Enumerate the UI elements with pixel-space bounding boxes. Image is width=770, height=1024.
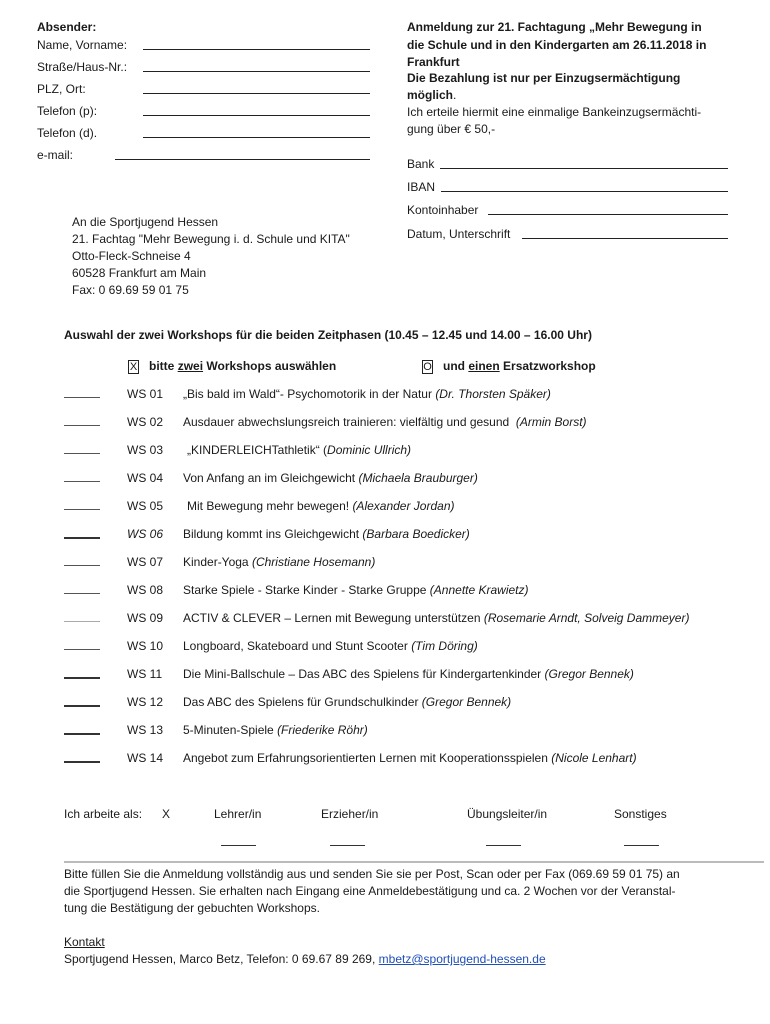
workshop-code: WS 12 — [127, 695, 164, 709]
address-line-2: 21. Fachtag "Mehr Bewegung i. d. Schule und KITA" — [72, 232, 350, 246]
workshop-speaker: (Gregor Bennek) — [421, 695, 512, 709]
bank-label: Bank — [407, 157, 435, 171]
address-line-4: 60528 Frankfurt am Main — [72, 266, 207, 280]
workshop-speaker: (Christiane Hosemann) — [251, 555, 376, 569]
debit-consent-line-1: Ich erteile hiermit eine einmalige Bankeinzugsermächti- — [407, 105, 702, 119]
name-field[interactable] — [143, 49, 370, 50]
workshop-code: WS 03 — [127, 443, 164, 457]
contact-text: Sportjugend Hessen, Marco Betz, Telefon: 0 69.67 89 269, — [64, 952, 376, 966]
workshop-code: WS 01 — [127, 387, 164, 401]
workshop-title: Ausdauer abwechslungsreich trainieren: vielfältig und gesund — [183, 415, 510, 429]
alternate-instruction: O und einen Ersatzworkshop — [423, 359, 596, 373]
workshop-choice-field[interactable] — [64, 481, 100, 482]
divider — [64, 861, 764, 863]
workshop-speaker: (Gregor Bennek) — [544, 667, 634, 681]
workshop-speaker: (Nicole Lenhart) — [551, 751, 637, 765]
workshop-row — [0, 555, 770, 571]
date-signature-label: Datum, Unterschrift — [407, 227, 511, 241]
instructions-line-2: die Sportjugend Hessen. Sie erhalten nach Eingang eine Anmeldebestätigung und ca. 2 Wochen vor der Veranstal- — [64, 884, 676, 898]
email-label: e-mail: — [37, 148, 74, 162]
workshop-choice-field[interactable] — [64, 453, 100, 454]
workshop-row — [0, 639, 770, 655]
workshop-title: 5-Minuten-Spiele — [183, 723, 274, 737]
workshop-speaker: (Rosemarie Arndt, Solveig Dammeyer) — [483, 611, 690, 625]
workshop-speaker: (Annette Krawietz) — [429, 583, 529, 597]
workshop-row — [0, 695, 770, 711]
role-option-trainer: Übungsleiter/in — [467, 807, 548, 821]
workshop-code: WS 14 — [127, 751, 164, 765]
date-signature-field[interactable] — [522, 238, 728, 239]
workshops-heading: Auswahl der zwei Workshops für die beiden Zeitphasen (10.45 – 12.45 und 14.00 – 16.00 Uhr) — [64, 328, 592, 342]
address-line-5: Fax: 0 69.69 59 01 75 — [72, 283, 189, 297]
workshop-choice-field[interactable] — [64, 537, 100, 539]
contact-line — [64, 952, 546, 966]
workshop-title: „Bis bald im Wald“- Psychomotorik in der Natur — [183, 387, 432, 401]
workshop-row — [0, 667, 770, 683]
workshop-row — [0, 415, 770, 431]
role-option-teacher: Lehrer/in — [214, 807, 262, 821]
workshop-title: Mit Bewegung mehr bewegen! — [187, 499, 350, 513]
workshop-title: Longboard, Skateboard und Stunt Scooter — [183, 639, 408, 653]
workshop-code: WS 04 — [127, 471, 164, 485]
city-field[interactable] — [143, 93, 370, 94]
workshop-row — [0, 527, 770, 543]
debit-consent-line-2: gung über € 50,- — [407, 122, 496, 136]
workshop-title: Die Mini-Ballschule – Das ABC des Spielens für Kindergartenkinder — [183, 667, 542, 681]
role-field-trainer[interactable] — [486, 845, 521, 846]
workshop-code: WS 09 — [127, 611, 164, 625]
workshop-code: WS 11 — [127, 667, 163, 681]
select-mark-box: X — [129, 360, 138, 373]
workshop-speaker: (Friederike Röhr) — [277, 723, 368, 737]
workshop-title: Das ABC des Spielens für Grundschulkinder — [183, 695, 419, 709]
sender-heading: Absender: — [37, 20, 97, 34]
workshop-code: WS 05 — [127, 499, 164, 513]
workshop-speaker: (Armin Borst) — [515, 415, 587, 429]
email-field[interactable] — [115, 159, 370, 160]
workshop-row — [0, 471, 770, 487]
workshop-row — [0, 611, 770, 627]
phone-private-field[interactable] — [143, 115, 370, 116]
workshop-row — [0, 723, 770, 739]
workshop-choice-field[interactable] — [64, 677, 100, 679]
registration-line-1: Anmeldung zur 21. Fachtagung „Mehr Bewegung in — [407, 20, 702, 34]
workshop-title: Starke Spiele - Starke Kinder - Starke Gruppe — [183, 583, 427, 597]
workshop-row — [0, 499, 770, 515]
instructions-line-3: tung die Bestätigung der gebuchten Workshops. — [64, 901, 320, 915]
workshop-title: Kinder-Yoga — [183, 555, 249, 569]
role-option-educator: Erzieher/in — [321, 807, 379, 821]
alternate-mark-box: O — [423, 360, 432, 373]
registration-line-2: die Schule und in den Kindergarten am 26.11.2018 in — [407, 38, 707, 52]
selection-instruction: X bitte zwei Workshops auswählen — [129, 359, 337, 373]
workshop-code: WS 06 — [127, 527, 164, 541]
workshop-speaker: (Dr. Thorsten Späker) — [435, 387, 551, 401]
role-field-other[interactable] — [624, 845, 659, 846]
workshop-speaker: (Michaela Brauburger) — [358, 471, 478, 485]
workshop-choice-field[interactable] — [64, 565, 100, 566]
street-field[interactable] — [143, 71, 370, 72]
workshop-row — [0, 751, 770, 767]
contact-email-link[interactable]: mbetz@sportjugend-hessen.de — [378, 952, 546, 966]
account-holder-field[interactable] — [488, 214, 728, 215]
workshop-speaker: (Tim Döring) — [411, 639, 478, 653]
workshop-row — [0, 443, 770, 459]
workshop-speaker: (Barbara Boedicker) — [362, 527, 470, 541]
workshop-choice-field[interactable] — [64, 397, 100, 398]
address-line-3: Otto-Fleck-Schneise 4 — [72, 249, 191, 263]
workshop-code: WS 10 — [127, 639, 164, 653]
workshop-code: WS 07 — [127, 555, 164, 569]
role-field-educator[interactable] — [330, 845, 365, 846]
workshop-title: ACTIV & CLEVER – Lernen mit Bewegung unterstützen — [183, 611, 481, 625]
workshop-title: Bildung kommt ins Gleichgewicht — [183, 527, 360, 541]
workshop-choice-field[interactable] — [64, 593, 100, 594]
workshop-row — [0, 583, 770, 599]
workshop-choice-field[interactable] — [64, 425, 100, 426]
workshop-speaker: Dominic Ullrich) — [327, 443, 412, 457]
registration-line-3: Frankfurt — [407, 55, 460, 69]
street-label: Straße/Haus-Nr.: — [37, 60, 128, 74]
contact-heading: Kontakt — [64, 935, 105, 949]
workshop-choice-field[interactable] — [64, 509, 100, 510]
role-mark: X — [162, 807, 171, 821]
workshop-title: Angebot zum Erfahrungsorientierten Lernen mit Kooperationsspielen — [183, 751, 548, 765]
workshop-title: „KINDERLEICHTathletik“ ( — [187, 443, 328, 457]
iban-field[interactable] — [441, 191, 728, 192]
workshop-speaker: (Alexander Jordan) — [352, 499, 455, 513]
workshop-title: Von Anfang an im Gleichgewicht — [183, 471, 356, 485]
phone-private-label: Telefon (p): — [37, 104, 98, 118]
workshop-row — [0, 387, 770, 403]
payment-note-line-1: Die Bezahlung ist nur per Einzugsermächtigung — [407, 71, 681, 85]
payment-note-line-2: möglich. — [407, 88, 457, 102]
phone-work-field[interactable] — [143, 137, 370, 138]
address-line-1: An die Sportjugend Hessen — [72, 215, 219, 229]
workshop-choice-field[interactable] — [64, 649, 100, 650]
workshop-choice-field[interactable] — [64, 761, 100, 763]
role-field-teacher[interactable] — [221, 845, 256, 846]
workshop-code: WS 08 — [127, 583, 164, 597]
workshop-choice-field[interactable] — [64, 705, 100, 707]
bank-field[interactable] — [440, 168, 728, 169]
workshop-code: WS 02 — [127, 415, 164, 429]
iban-label: IBAN — [407, 180, 436, 194]
instructions-line-1: Bitte füllen Sie die Anmeldung vollständig aus und senden Sie sie per Post, Scan oder per Fax (069.69 59 01 75) an — [64, 867, 680, 881]
account-holder-label: Kontoinhaber — [407, 203, 479, 217]
workshop-choice-field[interactable] — [64, 621, 100, 622]
role-label: Ich arbeite als: — [64, 807, 143, 821]
role-option-other: Sonstiges — [614, 807, 667, 821]
city-label: PLZ, Ort: — [37, 82, 86, 96]
workshop-choice-field[interactable] — [64, 733, 100, 735]
phone-work-label: Telefon (d). — [37, 126, 98, 140]
workshop-code: WS 13 — [127, 723, 164, 737]
name-label: Name, Vorname: — [37, 38, 128, 52]
